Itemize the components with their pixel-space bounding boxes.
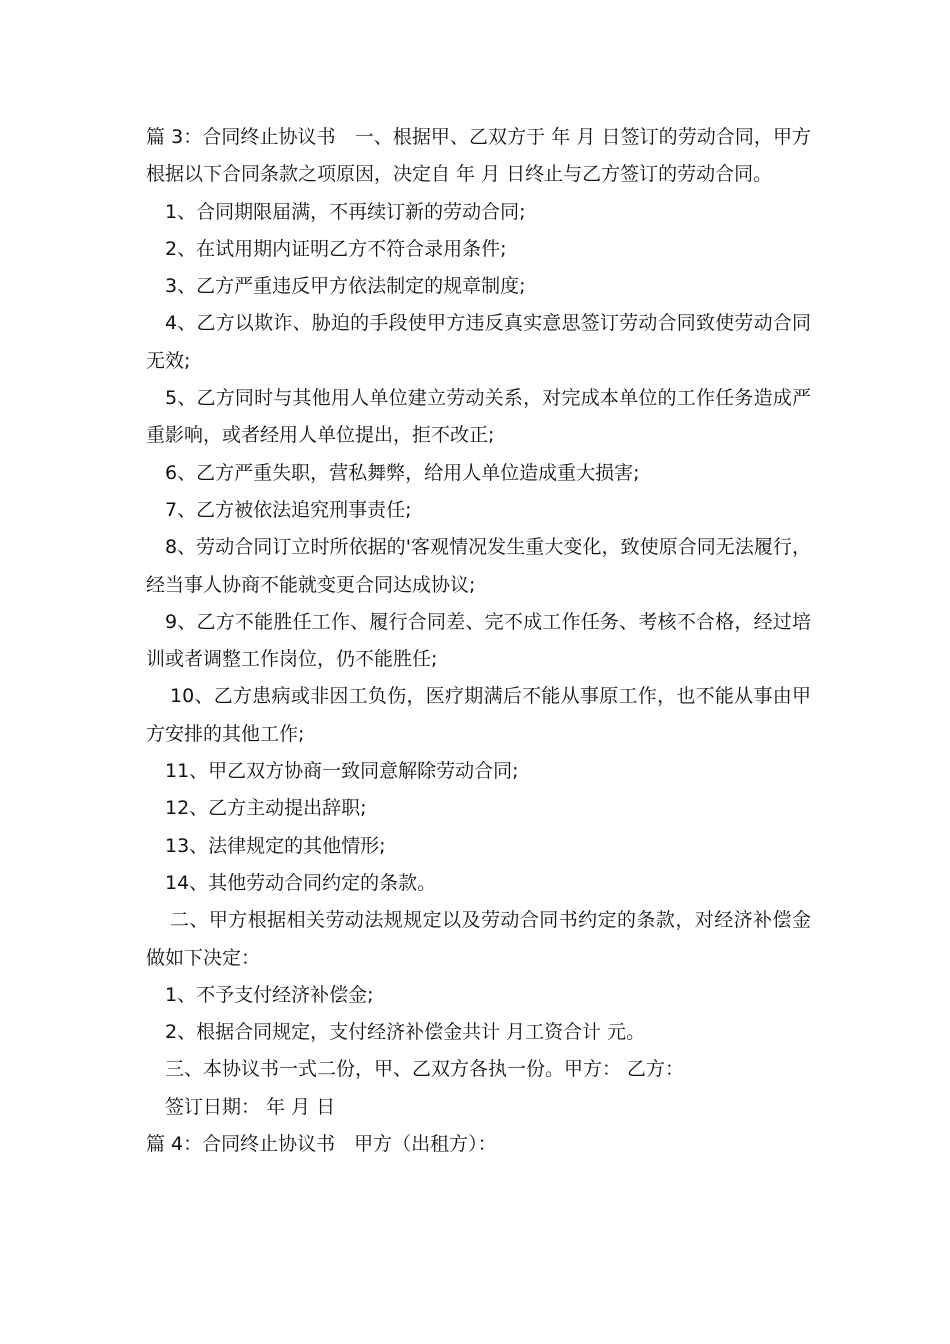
paragraph-section4-heading: 篇 4：合同终止协议书 甲方（出租方）： (146, 1133, 497, 1156)
signing-date-line: 签订日期： 年 月 日 (165, 1095, 336, 1118)
clause-item-13: 13、法律规定的其他情形; (165, 834, 386, 857)
compensation-item-2: 2、根据合同规定，支付经济补偿金共计 月工资合计 元。 (165, 1021, 646, 1044)
paragraph-section-three: 三、本协议书一式二份，甲、乙双方各执一份。甲方： 乙方： (165, 1058, 685, 1081)
clause-item-12: 12、乙方主动提出辞职; (165, 797, 367, 820)
clause-item-2: 2、在试用期内证明乙方不符合录用条件; (165, 237, 507, 260)
clause-item-4: 4、乙方以欺诈、胁迫的手段使甲方违反真实意思签订劳动合同致使劳动合同无效; (146, 312, 811, 372)
clause-item-3: 3、乙方严重违反甲方依法制定的规章制度; (165, 275, 526, 298)
clause-item-10: 10、乙方患病或非因工负伤，医疗期满后不能从事原工作，也不能从事由甲方安排的其他工作; (146, 685, 811, 745)
document-body (146, 119, 811, 1163)
clause-item-8: 8、劳动合同订立时所依据的'客观情况发生重大变化，致使原合同无法履行，经当事人协商不能就变更合同达成协议; (146, 536, 811, 596)
clause-item-11: 11、甲乙双方协商一致同意解除劳动合同; (165, 760, 519, 783)
clause-item-7: 7、乙方被依法追究刑事责任; (165, 498, 412, 521)
clause-item-9: 9、乙方不能胜任工作、履行合同差、完不成工作任务、考核不合格，经过培训或者调整工作岗位，仍不能胜任; (146, 610, 811, 671)
paragraph-section-two: 二、甲方根据相关劳动法规规定以及劳动合同书约定的条款，对经济补偿金做如下决定： (146, 909, 811, 969)
clause-item-14: 14、其他劳动合同约定的条款。 (165, 871, 437, 894)
clause-item-1: 1、合同期限届满，不再续订新的劳动合同; (165, 200, 526, 223)
clause-item-6: 6、乙方严重失职，营私舞弊，给用人单位造成重大损害; (165, 461, 640, 484)
paragraph-section3-heading: 篇 3：合同终止协议书 一、根据甲、乙双方于 年 月 日签订的劳动合同，甲方根据以下合同条款之项原因，决定自 年 月 日终止与乙方签订的劳动合同。 (146, 126, 811, 186)
clause-item-5: 5、乙方同时与其他用人单位建立劳动关系，对完成本单位的工作任务造成严重影响，或者经用人单位提出，拒不改正; (146, 387, 811, 447)
compensation-item-1: 1、不予支付经济补偿金; (165, 983, 374, 1006)
